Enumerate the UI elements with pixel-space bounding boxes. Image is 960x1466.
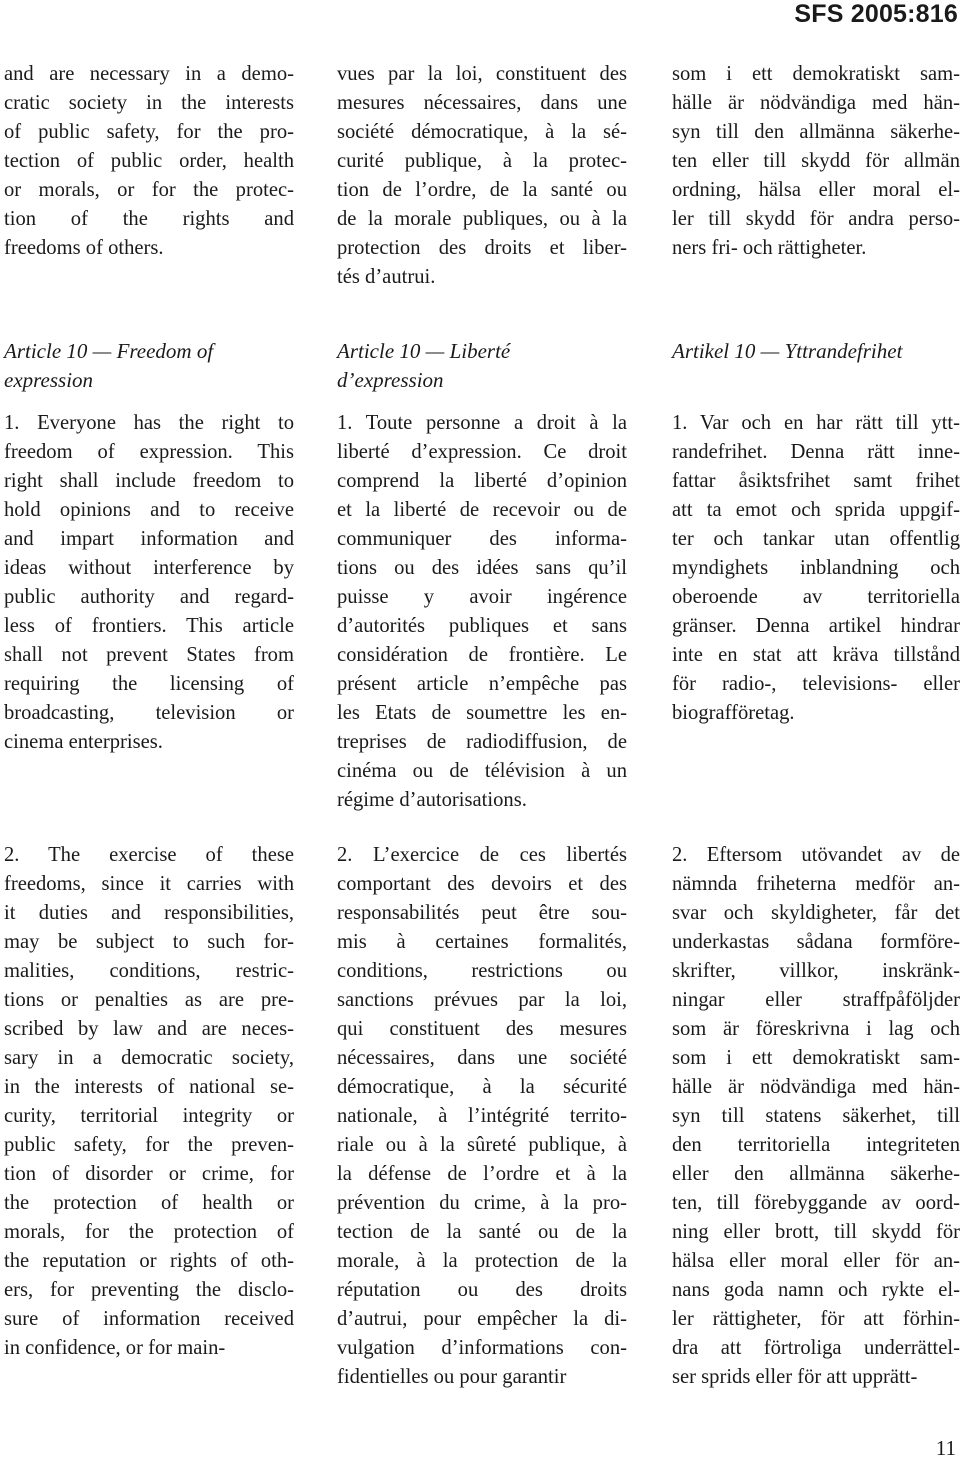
article-heading-en <box>4 337 294 395</box>
text-line: communiquer des informa- <box>337 528 627 550</box>
text-line: la défense de l’ordre et à la <box>337 1163 627 1185</box>
text-line: nationale, à l’intégrité territo- <box>337 1105 627 1127</box>
text-line: responsabilités peut être sou- <box>337 902 627 924</box>
text-line: 2. L’exercice de ces libertés <box>337 844 627 866</box>
text-line: réputation ou des droits <box>337 1279 627 1301</box>
text-line: Article 10 — Liberté <box>337 339 511 363</box>
text-line: hold opinions and to receive <box>4 499 294 521</box>
para-continued-en <box>4 60 294 263</box>
text-line: and are necessary in a demo- <box>4 63 294 85</box>
para-continued-fr <box>337 60 627 292</box>
text-line: syn till den allmänna säkerhe- <box>672 121 960 143</box>
text-line: att ta emot och sprida uppgif- <box>672 499 960 521</box>
text-line: hälle är nödvändiga med hän- <box>672 92 960 114</box>
text-line: sanctions prévues par la loi, <box>337 989 627 1011</box>
text-line: scribed by law and are neces- <box>4 1018 294 1040</box>
text-line: qui constituent des mesures <box>337 1018 627 1040</box>
text-line: freedom of expression. This <box>4 441 294 463</box>
text-line: comprend la liberté d’opinion <box>337 470 627 492</box>
text-line: hälle är nödvändiga med hän- <box>672 1076 960 1098</box>
text-line: nämnda friheterna medför an- <box>672 873 960 895</box>
paragraph-2-fr <box>337 841 627 1392</box>
text-line: conditions, restrictions ou <box>337 960 627 982</box>
text-line: présent article n’empêche pas <box>337 673 627 695</box>
text-line: gränser. Denna artikel hindrar <box>672 615 960 637</box>
text-line: vues par la loi, constituent des <box>337 63 627 85</box>
text-line: som i ett demokratiskt sam- <box>672 63 960 85</box>
text-line: broadcasting, television or <box>4 702 294 724</box>
page-number: 11 <box>935 1436 956 1460</box>
text-line: d’autrui, pour empêcher la di- <box>337 1308 627 1330</box>
paragraph-1-en <box>4 409 294 757</box>
text-line: treprises de radiodiffusion, de <box>337 731 627 753</box>
text-line: the protection of health or <box>4 1192 294 1214</box>
paragraph-1-fr <box>337 409 627 815</box>
article-heading-sv <box>672 337 960 366</box>
text-line: right shall include freedom to <box>4 470 294 492</box>
text-line: ers, for preventing the disclo- <box>4 1279 294 1301</box>
text-line: prévention du crime, à la pro- <box>337 1192 627 1214</box>
text-line: ser sprids eller för att upprätt- <box>672 1366 918 1388</box>
paragraph-2-sv <box>672 841 960 1392</box>
text-line: ler till skydd för andra perso- <box>672 208 960 230</box>
text-line: vulgation d’informations con- <box>337 1337 627 1359</box>
text-line: régime d’autorisations. <box>337 789 527 811</box>
text-line: liberté d’expression. Ce droit <box>337 441 627 463</box>
text-line: mis à certaines formalités, <box>337 931 627 953</box>
text-line: Article 10 — Freedom of <box>4 339 214 363</box>
text-line: société démocratique, à la sé- <box>337 121 627 143</box>
text-line: 1. Everyone has the right to <box>4 412 294 434</box>
text-line: tion of the rights and <box>4 208 294 230</box>
text-line: tection de la santé ou de la <box>337 1221 627 1243</box>
text-line: fidentielles ou pour garantir <box>337 1366 567 1388</box>
text-line: les Etats de soumettre les en- <box>337 702 627 724</box>
text-line: nécessaires, dans une société <box>337 1047 627 1069</box>
para-continued-sv <box>672 60 960 263</box>
text-line: fattar åsiktsfrihet samt frihet <box>672 470 960 492</box>
text-line: inte en stat att kräva tillstånd <box>672 644 960 666</box>
text-line: démocratique, à la sécurité <box>337 1076 627 1098</box>
text-line: sure of information received <box>4 1308 294 1330</box>
text-line: ler rättigheter, för att förhin- <box>672 1308 960 1330</box>
text-line: ter och tankar utan offentlig <box>672 528 960 550</box>
text-line: d’expression <box>337 368 444 392</box>
text-line: oberoende av territoriella <box>672 586 960 608</box>
text-line: tions or penalties as are pre- <box>4 989 294 1011</box>
text-line: d’autorités publiques et sans <box>337 615 627 637</box>
text-line: considération de frontière. Le <box>337 644 627 666</box>
text-line: tés d’autrui. <box>337 266 436 288</box>
text-line: som är föreskrivna i lag och <box>672 1018 960 1040</box>
text-line: expression <box>4 368 94 392</box>
text-line: 1. Var och en har rätt till ytt- <box>672 412 960 434</box>
text-line: underkastas sådana formföre- <box>672 931 960 953</box>
text-line: and impart information and <box>4 528 294 550</box>
text-line: shall not prevent States from <box>4 644 294 666</box>
text-line: ten, till förebyggande av oord- <box>672 1192 960 1214</box>
text-line: cinéma ou de télévision à un <box>337 760 627 782</box>
text-line: 2. Eftersom utövandet av de <box>672 844 960 866</box>
text-line: in the interests of national se- <box>4 1076 294 1098</box>
text-line: comportant des devoirs et des <box>337 873 627 895</box>
paragraph-1-sv <box>672 409 960 728</box>
text-line: in confidence, or for main- <box>4 1337 226 1359</box>
text-line: public authority and regard- <box>4 586 294 608</box>
text-line: 2. The exercise of these <box>4 844 294 866</box>
text-line: mesures nécessaires, dans une <box>337 92 627 114</box>
text-line: hälsa eller moral eller för an- <box>672 1250 960 1272</box>
text-line: de la morale publiques, ou à la <box>337 208 627 230</box>
text-line: protection des droits et liber- <box>337 237 627 259</box>
text-line: ning eller brott, till skydd för <box>672 1221 960 1243</box>
text-line: tion of disorder or crime, for <box>4 1163 294 1185</box>
text-line: puisse y avoir ingérence <box>337 586 627 608</box>
text-line: biografföretag. <box>672 702 795 724</box>
text-line: of public safety, for the pro- <box>4 121 294 143</box>
text-line: curité publique, à la protec- <box>337 150 627 172</box>
text-line: tion de l’ordre, de la santé ou <box>337 179 627 201</box>
text-line: curity, territorial integrity or <box>4 1105 294 1127</box>
text-line: ideas without interference by <box>4 557 294 579</box>
text-line: requiring the licensing of <box>4 673 294 695</box>
text-line: freedoms of others. <box>4 237 164 259</box>
text-line: freedoms, since it carries with <box>4 873 294 895</box>
text-line: morale, à la protection de la <box>337 1250 627 1272</box>
text-line: cinema enterprises. <box>4 731 163 753</box>
text-line: tection of public order, health <box>4 150 294 172</box>
text-line: för radio-, televisions- eller <box>672 673 960 695</box>
text-line: may be subject to such for- <box>4 931 294 953</box>
text-line: et la liberté de recevoir ou de <box>337 499 627 521</box>
text-line: or morals, or for the protec- <box>4 179 294 201</box>
text-line: ners fri- och rättigheter. <box>672 237 867 259</box>
text-line: morals, for the protection of <box>4 1221 294 1243</box>
paragraph-2-en <box>4 841 294 1363</box>
text-line: nans goda namn och rykte el- <box>672 1279 960 1301</box>
text-line: ordning, hälsa eller moral el- <box>672 179 960 201</box>
text-line: som i ett demokratiskt sam- <box>672 1047 960 1069</box>
text-line: skrifter, villkor, inskränk- <box>672 960 960 982</box>
text-line: it duties and responsibilities, <box>4 902 294 924</box>
text-line: riale ou à la sûreté publique, à <box>337 1134 627 1156</box>
text-line: the reputation or rights of oth- <box>4 1250 294 1272</box>
text-line: den territoriella integriteten <box>672 1134 960 1156</box>
text-line: eller den allmänna säkerhe- <box>672 1163 960 1185</box>
text-line: public safety, for the preven- <box>4 1134 294 1156</box>
text-line: svar och skyldigheter, får det <box>672 902 960 924</box>
article-heading-fr <box>337 337 627 395</box>
text-line: ten eller till skydd för allmän <box>672 150 960 172</box>
text-line: dra att förtroliga underrättel- <box>672 1337 960 1359</box>
text-line: cratic society in the interests <box>4 92 294 114</box>
text-line: less of frontiers. This article <box>4 615 294 637</box>
text-line: randefrihet. Denna rätt inne- <box>672 441 960 463</box>
text-line: Artikel 10 — Yttrandefrihet <box>672 339 903 363</box>
text-line: malities, conditions, restric- <box>4 960 294 982</box>
text-line: myndighets inblandning och <box>672 557 960 579</box>
text-line: syn till statens säkerhet, till <box>672 1105 960 1127</box>
text-line: tions ou des idées sans qu’il <box>337 557 627 579</box>
document-number: SFS 2005:816 <box>794 0 958 28</box>
text-line: 1. Toute personne a droit à la <box>337 412 627 434</box>
text-line: sary in a democratic society, <box>4 1047 294 1069</box>
text-line: ningar eller straffpåföljder <box>672 989 960 1011</box>
